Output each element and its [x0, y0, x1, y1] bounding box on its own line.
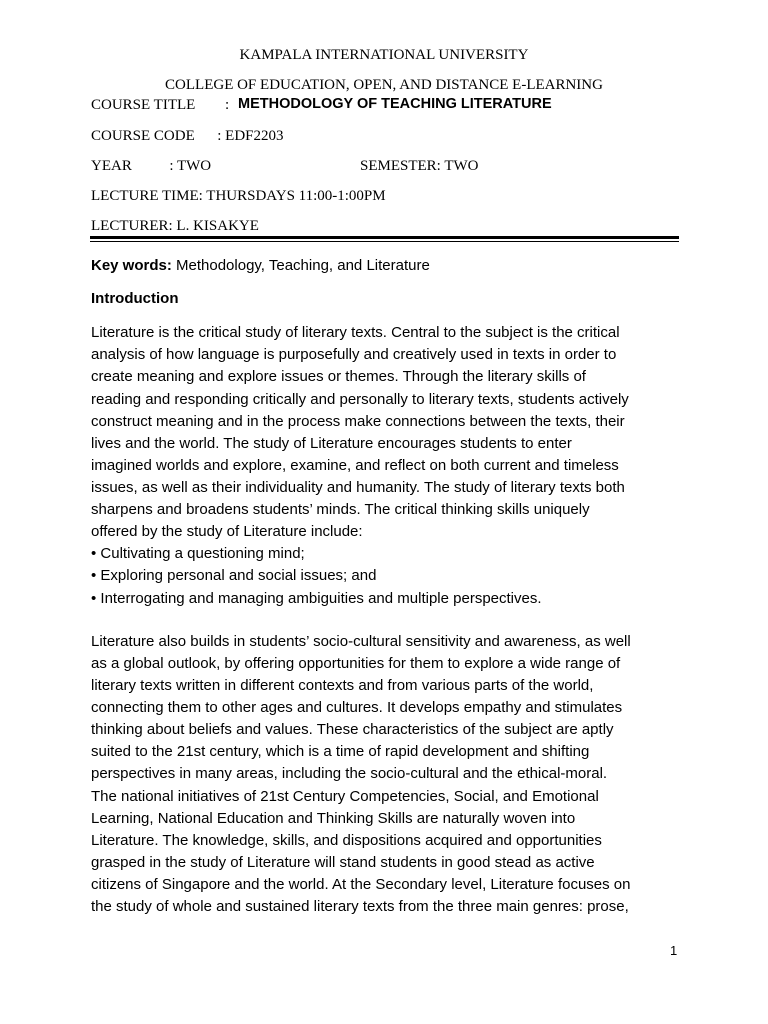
paragraph-line: as a global outlook, by offering opportunities for them to explore a wide range of	[91, 655, 621, 672]
paragraph-line: sharpens and broadens students’ minds. The critical thinking skills uniquely	[91, 501, 590, 518]
paragraph-line: imagined worlds and explore, examine, and reflect on both current and timeless	[91, 457, 619, 474]
year: YEAR : TWO	[91, 158, 212, 174]
paragraph-line: The national initiatives of 21st Century Competencies, Social, and Emotional	[91, 788, 599, 805]
lecturer: LECTURER: L. KISAKYE	[91, 218, 259, 234]
keywords-value: Methodology, Teaching, and Literature	[171, 257, 430, 274]
paragraph-line: analysis of how language is purposefully and creatively used in texts in order to	[91, 346, 617, 363]
bullet-item: • Cultivating a questioning mind;	[91, 545, 305, 562]
course-title-value: METHODOLOGY OF TEACHING LITERATURE	[238, 96, 552, 112]
paragraph-line: create meaning and explore issues or themes. Through the literary skills of	[91, 368, 586, 385]
paragraph-line: Literature. The knowledge, skills, and dispositions acquired and opportunities	[91, 832, 602, 849]
paragraph-line: the study of whole and sustained literary texts from the three main genres: prose,	[91, 898, 629, 915]
keywords-line	[91, 257, 430, 274]
course-title-separator: :	[225, 97, 230, 113]
paragraph-line: citizens of Singapore and the world. At the Secondary level, Literature focuses on	[91, 876, 631, 893]
header-rule-thin	[90, 241, 679, 242]
paragraph-line: reading and responding critically and personally to literary texts, students actively	[91, 391, 629, 408]
page-number: 1	[670, 943, 678, 958]
paragraph-line: Learning, National Education and Thinking Skills are naturally woven into	[91, 810, 576, 827]
introduction-heading: Introduction	[91, 290, 179, 307]
lecture-time: LECTURE TIME: THURSDAYS 11:00-1:00PM	[91, 188, 386, 204]
course-code: COURSE CODE : EDF2203	[91, 128, 284, 144]
bullet-item: • Interrogating and managing ambiguities and multiple perspectives.	[91, 590, 542, 607]
paragraph-line: Literature also builds in students’ socio-cultural sensitivity and awareness, as well	[91, 633, 631, 650]
paragraph-line: perspectives in many areas, including the socio-cultural and the ethical-moral.	[91, 765, 608, 782]
paragraph-line: connecting them to other ages and cultures. It develops empathy and stimulates	[91, 699, 623, 716]
college-name: COLLEGE OF EDUCATION, OPEN, AND DISTANCE E-LEARNING	[165, 77, 603, 93]
paragraph-line: issues, as well as their individuality and humanity. The study of literary texts both	[91, 479, 625, 496]
course-title-label: COURSE TITLE	[91, 97, 196, 113]
header-rule-thick	[90, 236, 679, 239]
semester: SEMESTER: TWO	[360, 158, 479, 174]
paragraph-line: thinking about beliefs and values. These characteristics of the subject are aptly	[91, 721, 614, 738]
bullet-item: • Exploring personal and social issues; and	[91, 567, 377, 584]
paragraph-line: construct meaning and in the process make connections between the texts, their	[91, 413, 625, 430]
paragraph-line: suited to the 21st century, which is a time of rapid development and shifting	[91, 743, 590, 760]
paragraph-line: Literature is the critical study of literary texts. Central to the subject is the critical	[91, 324, 620, 341]
paragraph-line: lives and the world. The study of Literature encourages students to enter	[91, 435, 572, 452]
university-name: KAMPALA INTERNATIONAL UNIVERSITY	[239, 47, 529, 63]
paragraph-line: offered by the study of Literature include:	[91, 523, 363, 540]
keywords-colon: :	[166, 257, 172, 274]
paragraph-line: grasped in the study of Literature will stand students in good stead as active	[91, 854, 595, 871]
keywords-label: Key words	[91, 257, 167, 274]
paragraph-line: literary texts written in different contexts and from various parts of the world,	[91, 677, 594, 694]
